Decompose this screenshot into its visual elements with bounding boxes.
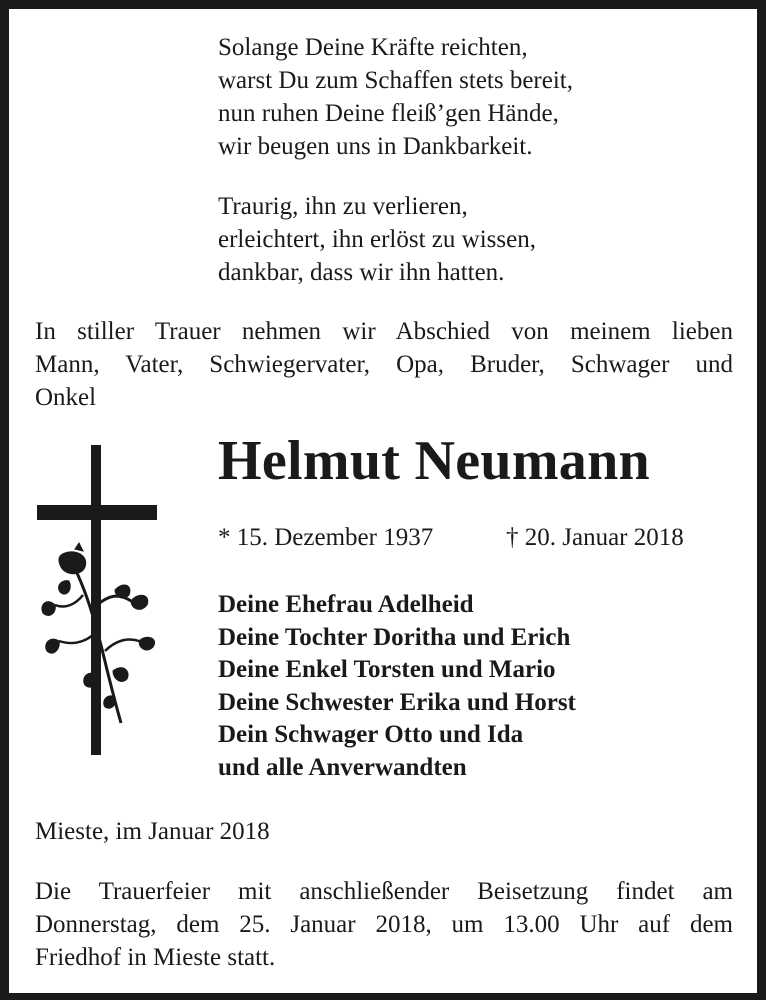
poem-line: dankbar, dass wir ihn hatten. xyxy=(218,259,505,286)
poem-line: wir beugen uns in Dankbarkeit. xyxy=(218,133,533,160)
poem-line: Solange Deine Kräfte reichten, xyxy=(218,34,528,61)
service-line: Friedhof in Mieste statt. xyxy=(35,944,276,971)
mourner-line: Deine Ehefrau Adelheid xyxy=(218,591,474,618)
farewell-intro xyxy=(35,315,733,414)
poem-verse-1 xyxy=(218,31,573,163)
poem-verse-2 xyxy=(218,190,536,289)
place-and-date: Mieste, im Januar 2018 xyxy=(35,818,270,845)
mourner-line: Deine Enkel Torsten und Mario xyxy=(218,656,556,683)
poem-line: warst Du zum Schaffen stets bereit, xyxy=(218,67,573,94)
obituary-notice xyxy=(6,6,760,996)
service-line: Donnerstag, dem 25. Januar 2018, um 13.00 Uhr auf dem xyxy=(35,911,733,938)
funeral-service-info xyxy=(35,875,733,974)
poem-line: Traurig, ihn zu verlieren, xyxy=(218,193,468,220)
intro-line: In stiller Trauer nehmen wir Abschied von meinem lieben xyxy=(35,318,733,345)
deceased-name: Helmut Neumann xyxy=(218,430,650,492)
mourner-line: Deine Schwester Erika und Horst xyxy=(218,688,576,716)
intro-line: Onkel xyxy=(35,384,97,411)
mourner-line: Deine Tochter Doritha und Erich xyxy=(218,623,571,651)
mourner-line: und alle Anverwandten xyxy=(218,753,467,781)
cross-with-rose-icon xyxy=(35,445,159,763)
mourner-line: Dein Schwager Otto und Ida xyxy=(218,721,524,748)
mourners-list xyxy=(218,589,576,784)
birth-date: * 15. Dezember 1937 xyxy=(218,524,434,551)
poem-line: erleichtert, ihn erlöst zu wissen, xyxy=(218,226,536,253)
service-line: Die Trauerfeier mit anschließender Beisetzung findet am xyxy=(35,878,733,905)
poem-line: nun ruhen Deine fleiß’gen Hände, xyxy=(218,100,559,127)
intro-line: Mann, Vater, Schwiegervater, Opa, Bruder, Schwager und xyxy=(35,351,733,378)
death-date: † 20. Januar 2018 xyxy=(506,524,684,551)
